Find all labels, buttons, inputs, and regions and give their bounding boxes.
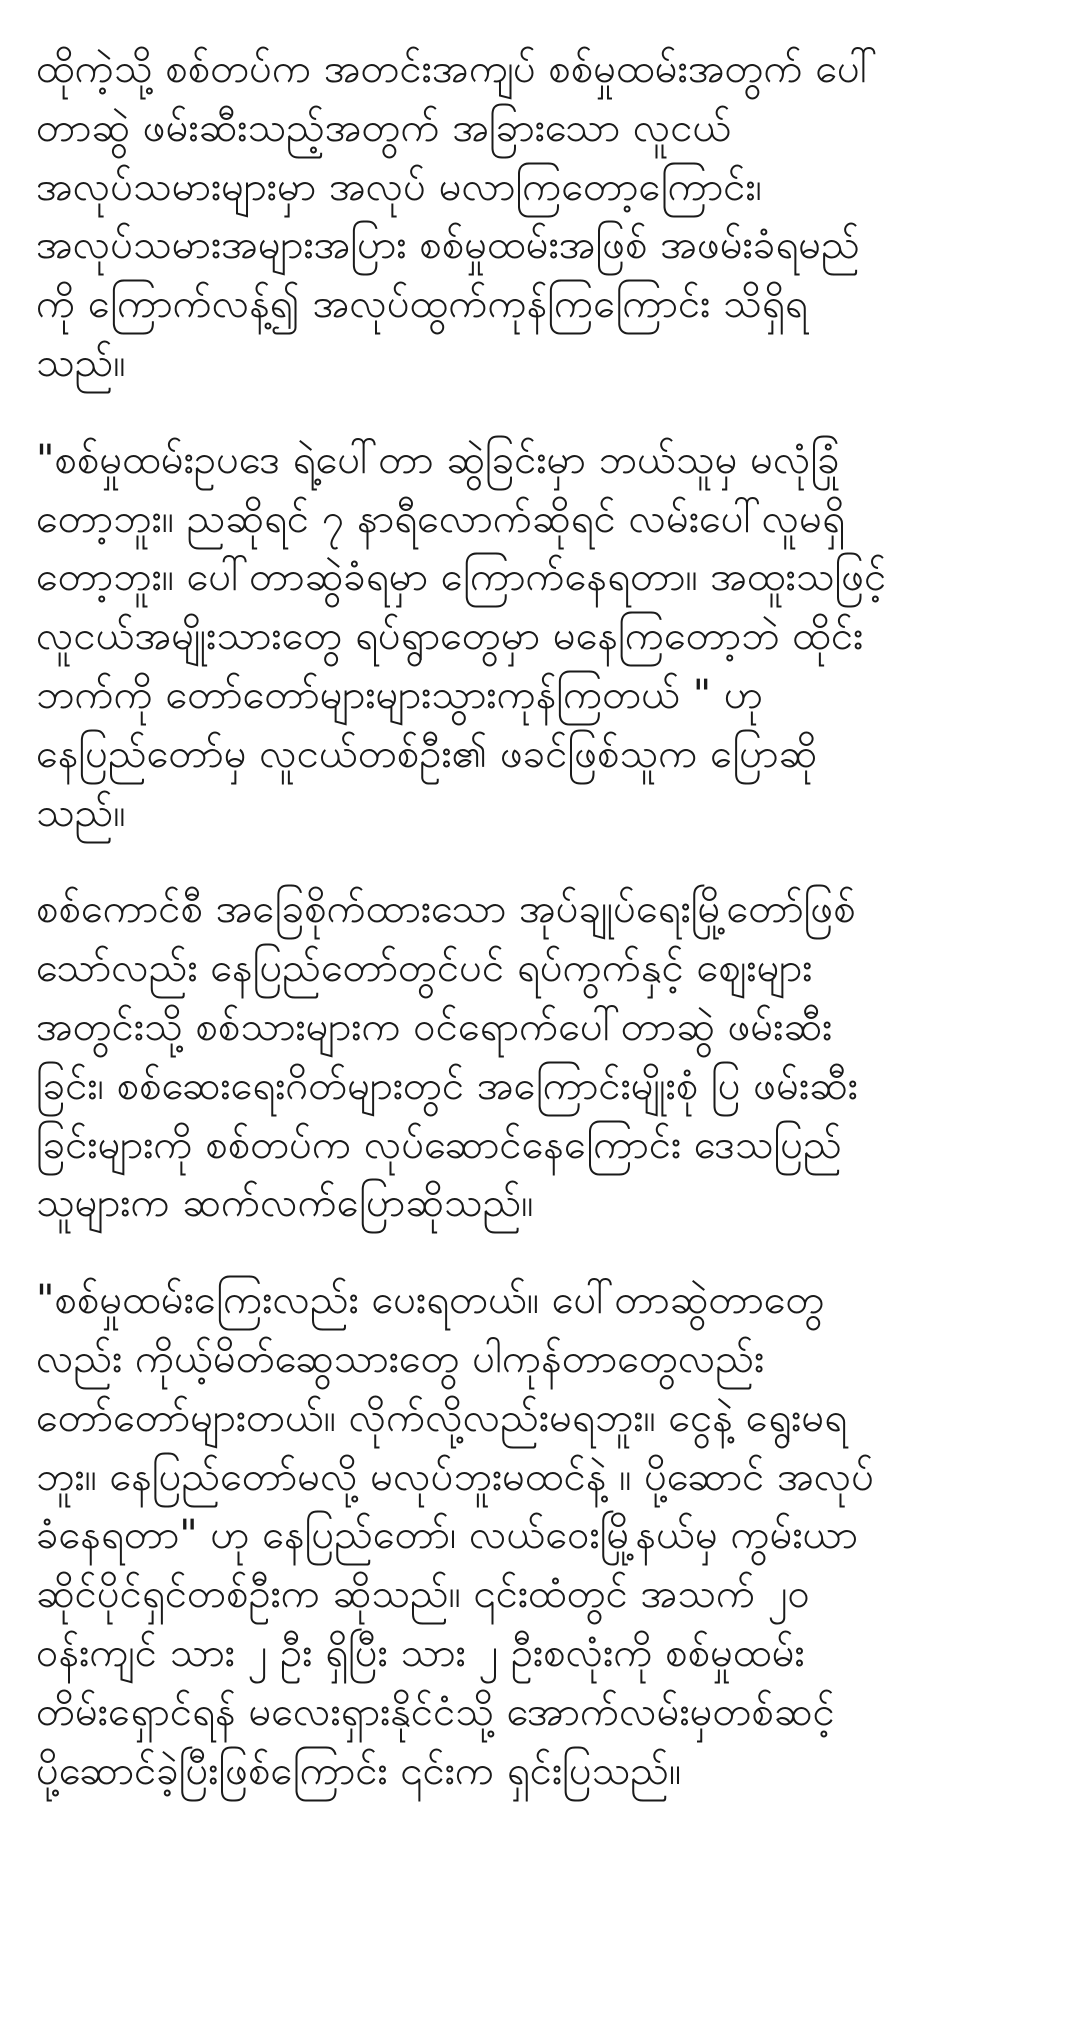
text-line: ဆိုင်ပိုင်ရှင်တစ်ဦးက ဆိုသည်။ ၎င်းထံတွင် အသက် ၂၀ xyxy=(36,1571,810,1618)
paragraph-4 xyxy=(36,1271,1046,1800)
text-line: ခြင်း၊ စစ်ဆေးရေးဂိတ်များတွင် အကြောင်းမျိုးစုံ ပြ ဖမ်းဆီး xyxy=(36,1062,858,1109)
paragraph-1 xyxy=(36,40,1046,393)
text-line: နေပြည်တော်မှ လူငယ်တစ်ဦး၏ ဖခင်ဖြစ်သူက ပြောဆို xyxy=(36,730,818,777)
text-line: အတွင်းသို့ စစ်သားများက ဝင်ရောက်ပေါ်တာဆွဲ ဖမ်းဆီး xyxy=(36,1003,833,1050)
text-line: ပို့ဆောင်ခဲ့ပြီးဖြစ်ကြောင်း ၎င်းက ရှင်းပြသည်။ xyxy=(36,1747,682,1794)
paragraph-2 xyxy=(36,431,1046,843)
text-line: တာဆွဲ ဖမ်းဆီးသည့်အတွက် အခြားသော လူငယ် xyxy=(36,104,732,151)
text-line: သည်။ xyxy=(36,789,126,836)
text-line: "စစ်မှုထမ်းဥပဒေ ရဲ့ပေါ်တာ ဆွဲခြင်းမှာ ဘယ်သူမှ မလုံခြုံ xyxy=(36,436,840,483)
text-line: သည်။ xyxy=(36,339,126,386)
text-line: တော့ဘူး။ ပေါ်တာဆွဲခံရမှာ ကြောက်နေရတာ။ အထူးသဖြင့် xyxy=(36,554,887,601)
text-line: လည်း ကိုယ့်မိတ်ဆွေသားတွေ ပါကုန်တာတွေလည်း xyxy=(36,1335,765,1382)
text-line: အလုပ်သမားများမှာ အလုပ် မလာကြတော့ကြောင်း၊ xyxy=(36,163,762,210)
text-line: စစ်ကောင်စီ အခြေစိုက်ထားသော အုပ်ချုပ်ရေးမြို့တော်ဖြစ် xyxy=(36,886,856,933)
text-line: ထိုကဲ့သို့ စစ်တပ်က အတင်းအကျပ် စစ်မှုထမ်းအတွက် ပေါ် xyxy=(36,46,878,92)
paragraph-3 xyxy=(36,880,1046,1233)
text-line: တော်တော်များတယ်။ လိုက်လို့လည်းမရဘူး။ ငွေနဲ့ ရွေးမရ xyxy=(36,1394,848,1441)
text-line: ဘူး။ နေပြည်တော်မလို့ မလုပ်ဘူးမထင်နဲ့ ။ ပို့ဆောင် အလုပ် xyxy=(36,1453,875,1500)
text-line: သူများက ဆက်လက်ပြောဆိုသည်။ xyxy=(36,1180,534,1227)
text-line: "စစ်မှုထမ်းကြေးလည်း ပေးရတယ်။ ပေါ်တာဆွဲတာတွေ xyxy=(36,1277,825,1324)
text-line: ခြင်းများကို စစ်တပ်က လုပ်ဆောင်နေကြောင်း ဒေသပြည် xyxy=(36,1121,842,1168)
article-body xyxy=(36,40,1046,1838)
text-line: ဝန်းကျင် သား ၂ ဦး ရှိပြီး သား ၂ ဦးစလုံးကို စစ်မှုထမ်း xyxy=(36,1629,805,1676)
text-line: ကို ကြောက်လန့်၍ အလုပ်ထွက်ကုန်ကြကြောင်း သိရှိရ xyxy=(36,281,808,328)
text-line: အလုပ်သမားအများအပြား စစ်မှုထမ်းအဖြစ် အဖမ်းခံရမည် xyxy=(36,222,860,269)
text-line: တိမ်းရှောင်ရန် မလေးရှားနိုင်ငံသို့ အောက်လမ်းမှတစ်ဆင့် xyxy=(36,1688,835,1735)
text-line: လူငယ်အမျိုးသားတွေ ရပ်ရွာတွေမှာ မနေကြတော့ဘဲ ထိုင်း xyxy=(36,613,864,660)
text-line: ခံနေရတာ" ဟု နေပြည်တော်၊ လယ်ဝေးမြို့နယ်မှ ကွမ်းယာ xyxy=(36,1512,858,1559)
text-line: ဘက်ကို တော်တော်များများသွားကုန်ကြတယ် " ဟု xyxy=(36,671,764,718)
text-line: သော်လည်း နေပြည်တော်တွင်ပင် ရပ်ကွက်နှင့် ဈေးများ xyxy=(36,945,813,992)
text-line: တော့ဘူး။ ညဆိုရင် ၇ နာရီလောက်ဆိုရင် လမ်းပေါ်လူမရှိ xyxy=(36,495,845,542)
